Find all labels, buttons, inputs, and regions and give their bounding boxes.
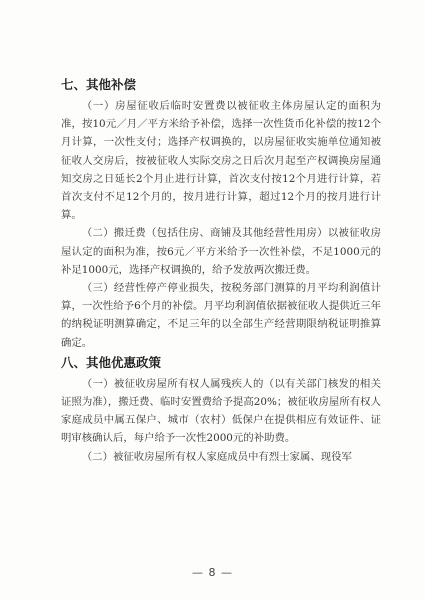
page-number: — 8 —: [192, 566, 233, 579]
paragraph-temporary-resettlement-fee: （一）房屋征收后临时安置费以被征收主体房屋认定的面积为准，按10元／月／平方米给予补偿，选择一次性货币化补偿的按12个月计算，一次性支付；选择产权调换的，以房屋征收实施单位通知被征收人交房后，按被征收人实际交房之日后次月起至产权调换房屋通知交房之日延长2个月止进行计算，首次支付按12个月进行计算，若首次支付不足12个月的，按月进行计算，超过12个月的按月进行计算。: [61, 100, 381, 222]
paragraph-martyr-families: （二）被征收房屋所有权人家庭成员中有烈士家属、现役军: [81, 450, 352, 463]
paragraph-relocation-fee: （二）搬迁费（包括住房、商铺及其他经营性用房）以被征收房屋认定的面积为准，按6元／平方米给予一次性补偿，不足1000元的补足1000元，选择产权调换的，给予发放两次搬迁费。: [61, 227, 381, 276]
paragraph-disabled-and-low-income: （一）被征收房屋所有权人属残疾人的（以有关部门核发的相关证照为准），搬迁费、临时安置费给予提高20%；被征收房屋所有权人家庭成员中属五保户、城市（农村）低保户在提供相应有效证件、证明审核确认后，每户给予一次性2000元的补助费。: [61, 377, 381, 445]
paragraph-business-loss: （三）经营性停产停业损失，按税务部门测算的月平均利润值计算，一次性给予6个月的补偿。月平均利润值依据被征收人提供近三年的纳税证明测算确定，不足三年的以全部生产经营期限纳税证明推算确定。: [61, 282, 381, 349]
document-body: [61, 76, 381, 466]
section-heading-other-preferential-policies: 八、其他优惠政策: [61, 354, 162, 370]
section-heading-other-compensation: 七、其他补偿: [61, 77, 137, 92]
